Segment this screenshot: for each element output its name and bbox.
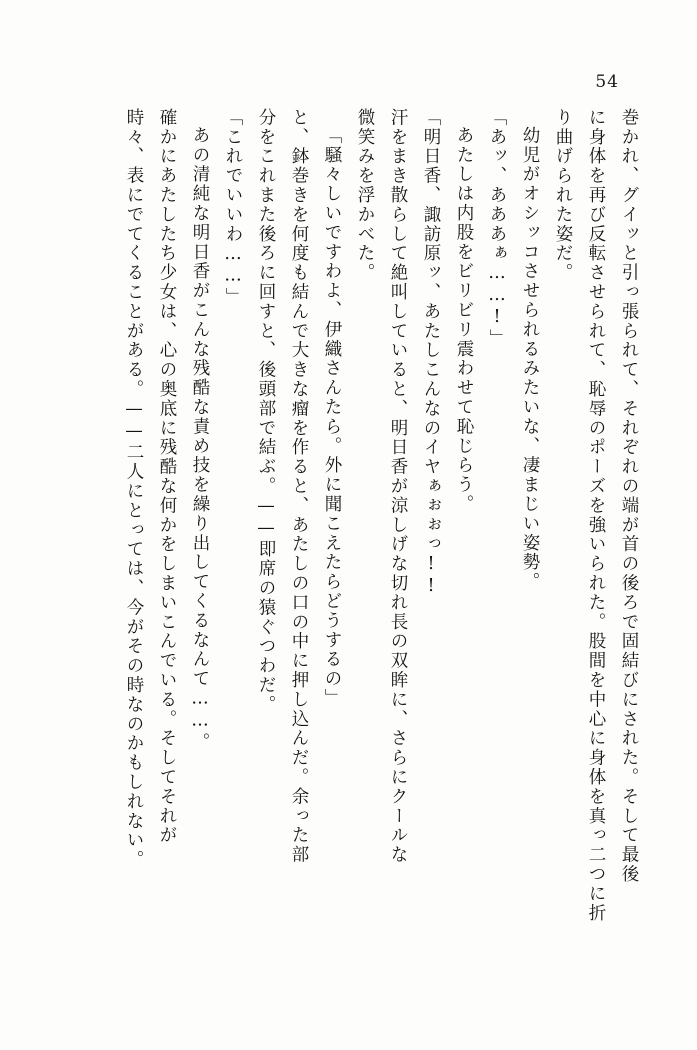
text-line: と、鉢巻きを何度も結んで大きな瘤を作ると、あたしの口の中に押し込んだ。余った部 bbox=[289, 108, 309, 865]
text-line: 巻かれ、グイッと引っ張られて、それぞれの端が首の後ろで固結びにされた。そして最後 bbox=[619, 108, 639, 884]
text-line: 確かにあたしたち少女は、心の奥底に残酷な何かをしまいこんでいる。そしてそれが bbox=[157, 108, 177, 846]
text-line: 幼児がオシッコさせられるみたいな、凄まじい姿勢。 bbox=[520, 126, 540, 592]
text-line: あたしは内股をビリビリ震わせて恥じらう。 bbox=[454, 126, 474, 514]
text-line: に身体を再び反転させられて、恥辱のポーズを強いられた。股間を中心に身体を真っ二つに折 bbox=[586, 108, 606, 923]
text-line: 時々、表にでてくることがある。——二人にとっては、今がその時なのかもしれない。 bbox=[124, 108, 144, 870]
text-line: 「あッ、あああぁ……!」 bbox=[487, 108, 507, 349]
text-line: 「これでいいわ……」 bbox=[223, 108, 243, 307]
page-number: 54 bbox=[595, 72, 619, 92]
text-line: 「明日香、諏訪原ッ、あたしこんなのイヤぁぉぉっ!! bbox=[421, 108, 441, 598]
text-line: 汗をまき散らして絶叫していると、明日香が涼しげな切れ長の双眸に、さらにクールな bbox=[388, 108, 408, 865]
text-line: り曲げられた姿だ。 bbox=[553, 108, 573, 283]
text-line: 「騒々しいですわよ、伊織さんたら。外に聞こえたらどうするの」 bbox=[322, 126, 342, 708]
text-line: あの清純な明日香がこんな残酷な責め技を繰り出してくるなんて……。 bbox=[190, 126, 210, 752]
body-text-block bbox=[56, 108, 637, 1008]
text-line: 微笑みを浮かべた。 bbox=[355, 108, 375, 283]
text-line: 分をこれまた後ろに回すと、後頭部で結ぶ。——即席の猿ぐつわだ。 bbox=[256, 108, 276, 715]
